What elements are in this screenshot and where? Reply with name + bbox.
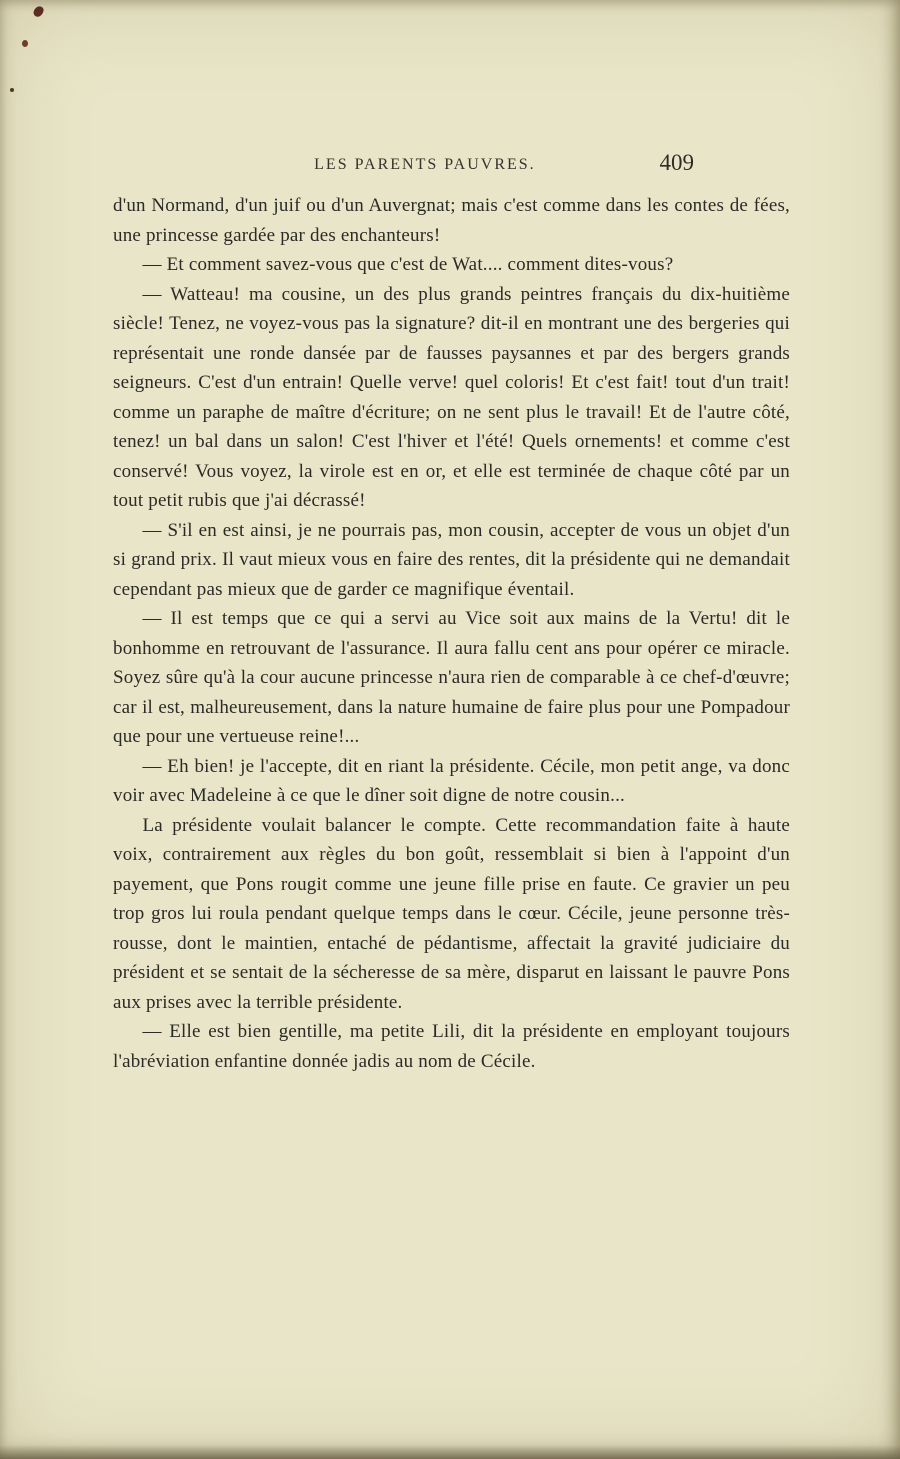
ink-speck: [32, 5, 45, 19]
paragraph: — Il est temps que ce qui a servi au Vice soit aux mains de la Vertu! dit le bonhomme en retrouvant de l'assurance. Il aura fallu cent ans pour opérer ce miracle. Soyez sûre qu'à la cour aucune princesse n'aura rien de comparable à ce chef-d'œuvre; car il est, malheureusement, dans la nature humaine de faire plus pour une Pompadour que pour une vertueuse reine!...: [113, 608, 790, 747]
ink-speck: [10, 88, 14, 92]
paragraph: — Elle est bien gentille, ma petite Lili, dit la présidente en employant toujours l'abréviation enfantine donnée jadis au nom de Cécile.: [113, 1021, 790, 1072]
paragraph: — Et comment savez-vous que c'est de Wat.... comment dites-vous?: [142, 254, 674, 275]
paragraph: d'un Normand, d'un juif ou d'un Auvergnat; mais c'est comme dans les contes de fées, une princesse gardée par des enchanteurs!: [113, 195, 790, 246]
paragraph: — Eh bien! je l'accepte, dit en riant la présidente. Cécile, mon petit ange, va donc voir avec Madeleine à ce que le dîner soit digne de notre cousin...: [113, 755, 790, 806]
paragraph: — S'il en est ainsi, je ne pourrais pas, mon cousin, accepter de vous un objet d'un si grand prix. Il vaut mieux vous en faire des rentes, dit la présidente qui ne demandait cependant pas mieux que de garder ce magnifique éventail.: [113, 519, 790, 600]
running-title: LES PARENTS PAUVRES.: [314, 156, 536, 173]
page-number: 409: [659, 150, 694, 175]
paragraph: La présidente voulait balancer le compte. Cette recommandation faite à haute voix, contrairement aux règles du bon goût, ressemblait si bien à l'appoint d'un payement, que Pons rougit comme une jeune fille prise en faute. Ce gravier un peu trop gros lui roula pendant quelque temps dans le cœur. Cécile, jeune personne très-rousse, dont le maintien, entaché de pédantisme, affectait la gravité judiciaire du président et se sentait de la sécheresse de sa mère, disparut en laissant le pauvre Pons aux prises avec la terrible présidente.: [113, 814, 790, 1013]
running-header: [113, 150, 790, 180]
paragraph: — Watteau! ma cousine, un des plus grands peintres français du dix-huitième siècle! Tenez, ne voyez-vous pas la signature? dit-il en montrant une des bergeries qui représentait une ronde dansée par de fausses paysannes et par des bergers grands seigneurs. C'est d'un entrain! Quelle verve! quel coloris! Et c'est fait! tout d'un trait! comme un paraphe de maître d'écriture; on ne sent plus le travail! Et de l'autre côté, tenez! un bal dans un salon! C'est l'hiver et l'été! Quels ornements! et comme c'est conservé! Vous voyez, la virole est en or, et elle est terminée de chaque côté par un tout petit rubis que j'ai décrassé!: [113, 283, 790, 511]
text-block: [113, 191, 790, 1076]
ink-speck: [22, 40, 28, 47]
